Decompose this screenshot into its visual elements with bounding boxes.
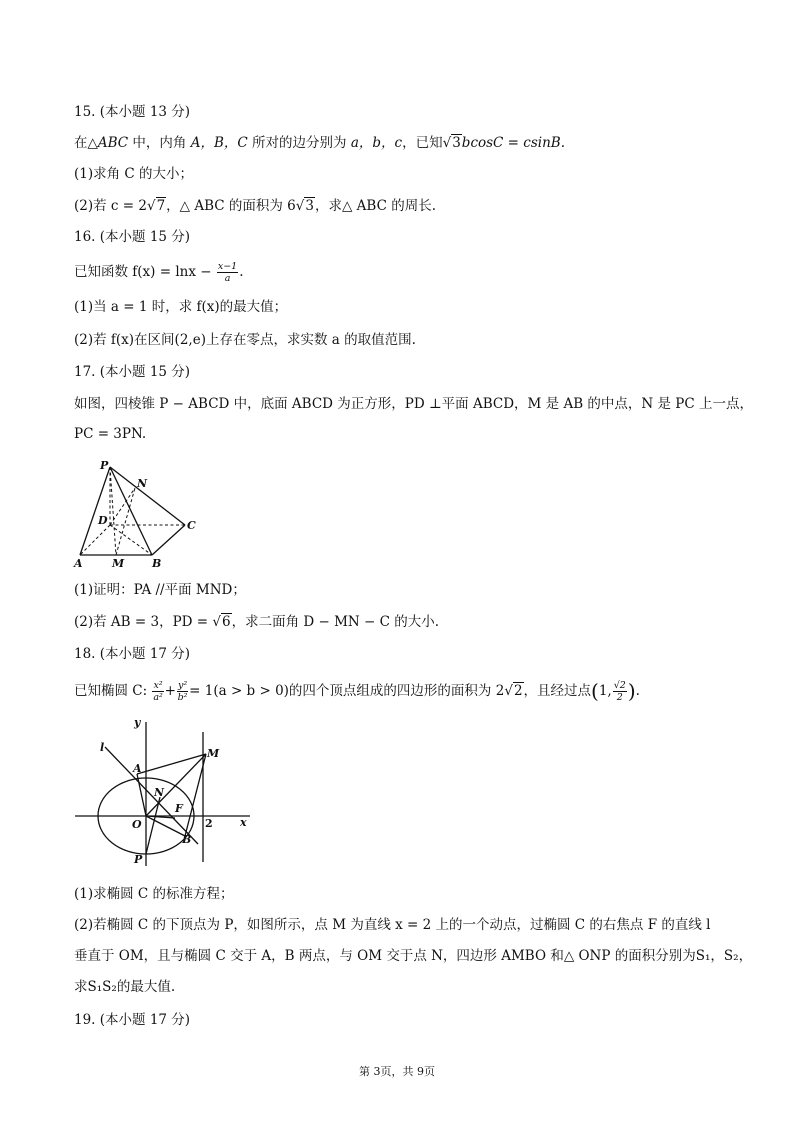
q16-part1: (1)当 a = 1 时，求 f(x)的最大值； bbox=[74, 299, 288, 315]
q18-label-b: B bbox=[182, 833, 192, 846]
q18-label-l: l bbox=[100, 741, 105, 754]
q16-header: 16. (本小题 15 分) bbox=[74, 229, 191, 245]
q18-stem: 已知椭圆 C: $\frac{\text{x²}}{\text{a²}}$ + $\frac{\text{y²}}{\text{b²}}$ = 1(a > b > 0)的四个顶点组成的四边形的面积为 2√2，且经过点(1, $\frac{√2}{2}$ ). bbox=[74, 679, 640, 703]
q16-stem: 已知函数 f(x) = lnx − $\frac{x-1}{a}$ . bbox=[74, 261, 244, 284]
q18-label-p: P bbox=[134, 853, 143, 866]
q18-part2-line2: 垂直于 OM，且与椭圆 C 交于 A，B 两点，与 OM 交于点 N，四边形 AMBO 和△ ONP 的面积分别为S₁，S₂， bbox=[74, 948, 753, 964]
q19-header: 19. (本小题 17 分) bbox=[74, 1012, 191, 1028]
q18-label-x: x bbox=[240, 816, 247, 829]
q17-stem-line2: PC = 3PN. bbox=[74, 426, 147, 442]
q17-label-n: N bbox=[137, 477, 148, 490]
q18-ellipse-figure bbox=[70, 712, 260, 872]
q18-label-f: F bbox=[175, 802, 183, 815]
page-footer: 第 3页，共 9页 bbox=[359, 1065, 435, 1078]
q17-part2: (2)若 AB = 3，PD = √6，求二面角 D − MN − C 的大小. bbox=[74, 614, 440, 630]
q17-label-d: D bbox=[98, 514, 108, 527]
q16-part2: (2)若 f(x)在区间(2,e)上存在零点，求实数 a 的取值范围. bbox=[74, 332, 416, 348]
q18-header: 18. (本小题 17 分) bbox=[74, 646, 191, 662]
q17-label-a: A bbox=[74, 557, 83, 570]
q16-fraction: $\frac{x-1}{a}$ bbox=[217, 261, 238, 284]
q18-label-m: M bbox=[207, 747, 220, 760]
q17-label-c: C bbox=[187, 519, 196, 532]
q17-label-p: P bbox=[100, 459, 109, 472]
q15-part2: (2)若 c = 2√7，△ ABC 的面积为 6√3，求△ ABC 的周长. bbox=[74, 198, 436, 214]
q18-part1: (1)求椭圆 C 的标准方程； bbox=[74, 886, 234, 902]
q17-part1: (1)证明：PA //平面 MND； bbox=[74, 582, 246, 598]
q18-part2-line1: (2)若椭圆 C 的下顶点为 P，如图所示，点 M 为直线 x = 2 上的一个动点，过椭圆 C 的右焦点 F 的直线 l bbox=[74, 917, 711, 933]
q17-stem-line1: 如图，四棱锥 P − ABCD 中，底面 ABCD 为正方形，PD ⊥平面 ABCD，M 是 AB 的中点，N 是 PC 上一点， bbox=[74, 396, 754, 412]
q18-part2-line3: 求S₁S₂的最大值. bbox=[74, 979, 176, 995]
q15-header: 15. (本小题 13 分) bbox=[74, 104, 191, 120]
q15-part1: (1)求角 C 的大小； bbox=[74, 166, 194, 182]
q18-label-a: A bbox=[133, 762, 142, 775]
q17-pyramid-figure bbox=[70, 455, 210, 575]
q18-label-n: N bbox=[154, 786, 165, 799]
q18-label-2: 2 bbox=[205, 817, 213, 830]
q17-label-b: B bbox=[152, 557, 162, 570]
q18-label-o: O bbox=[132, 818, 142, 831]
q17-header: 17. (本小题 15 分) bbox=[74, 364, 191, 380]
q17-label-m: M bbox=[112, 557, 125, 570]
q15-stem: 在△ABC 中，内角 A，B，C 所对的边分别为 a，b，c，已知√3bcosC = csinB. bbox=[74, 135, 565, 151]
q18-label-y: y bbox=[134, 716, 141, 729]
